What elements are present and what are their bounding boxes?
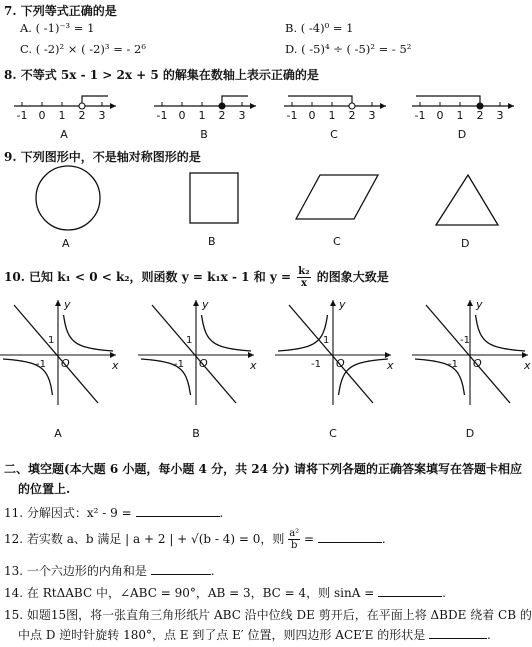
q10-intercept-label: -1 bbox=[460, 335, 470, 346]
q8-stem: 8. 不等式 5x - 1 > 2x + 5 的解集在数轴上表示正确的是 bbox=[4, 68, 319, 82]
q8-tick-label: 1 bbox=[58, 109, 66, 122]
q10-stem-before: 10. 已知 k₁ < 0 < k₂，则函数 y = k₁x - 1 和 y = bbox=[4, 270, 292, 284]
q8-tick-label: 3 bbox=[238, 109, 246, 122]
q9-circle-shape bbox=[36, 166, 100, 230]
q9-label-b: B bbox=[208, 235, 216, 248]
q10-origin-label: O bbox=[336, 357, 345, 370]
q10-hyperbola-branch bbox=[476, 315, 526, 351]
q8-tick-label: 2 bbox=[348, 109, 356, 122]
q8-tick-label: 1 bbox=[456, 109, 464, 122]
q7-option-c-letter: C. bbox=[20, 42, 33, 56]
q10-y-label: y bbox=[339, 298, 346, 311]
q8-closed-point bbox=[219, 103, 225, 109]
q8-solution-ray bbox=[82, 96, 108, 104]
q10-frac-den: x bbox=[300, 278, 307, 289]
q10-origin-label: O bbox=[199, 357, 208, 370]
q12-text-after: = bbox=[300, 532, 315, 546]
q10-y-arrow bbox=[330, 300, 336, 306]
q9-shapes bbox=[0, 165, 527, 255]
q8-tick-label: 0 bbox=[38, 109, 46, 122]
q8-tick-label: 2 bbox=[476, 109, 484, 122]
q10-y-arrow bbox=[193, 300, 199, 306]
q12-frac-num: a² bbox=[289, 528, 300, 539]
q8-numberline-b bbox=[154, 96, 256, 141]
q8-tick-label: 1 bbox=[328, 109, 336, 122]
q10-intercept-label: -1 bbox=[448, 359, 458, 370]
q10-graph-a bbox=[0, 298, 119, 440]
q8-tick-label: 3 bbox=[368, 109, 376, 122]
q14-end: . bbox=[442, 586, 446, 600]
q10-intercept-label: -1 bbox=[36, 359, 46, 370]
q12-end: . bbox=[381, 532, 386, 546]
q8-open-point bbox=[349, 103, 355, 109]
q10-hyperbola-branch bbox=[339, 359, 389, 395]
q7-option-a-expr: ( -1)⁻³ = 1 bbox=[35, 21, 95, 35]
q10-hyperbola-branch bbox=[64, 315, 114, 351]
q10-y-label: y bbox=[476, 298, 483, 311]
q10-y-label: y bbox=[202, 298, 209, 311]
q10-x-arrow bbox=[110, 352, 116, 358]
q10-y-arrow bbox=[55, 300, 61, 306]
q10-x-label: x bbox=[387, 359, 394, 372]
q10-graphs bbox=[0, 293, 531, 443]
q10-origin-label: O bbox=[61, 357, 70, 370]
q8-tick-label: 1 bbox=[198, 109, 206, 122]
q11-end: . bbox=[219, 506, 224, 520]
q10-x-arrow bbox=[385, 352, 391, 358]
q10-intercept-label: -1 bbox=[174, 359, 184, 370]
q10-graph-d bbox=[412, 298, 531, 440]
q10-linear-graph bbox=[426, 305, 510, 403]
q10-frac-num: k₂ bbox=[298, 266, 310, 277]
q13 bbox=[4, 562, 215, 579]
q8-solution-ray bbox=[288, 96, 352, 104]
q15-line2-text: 中点 D 逆时针旋转 180°，点 E 到了点 E′ 位置，则四边形 ACE′E 的形状是 bbox=[18, 628, 426, 642]
q8-axis-arrow bbox=[110, 103, 116, 109]
q9-square-shape bbox=[190, 173, 238, 223]
q8-numberline-c bbox=[284, 96, 386, 141]
q8-solution-ray bbox=[222, 96, 248, 104]
q10-stem bbox=[4, 266, 389, 289]
q12 bbox=[4, 528, 386, 551]
q8-number-lines bbox=[0, 84, 527, 140]
q10-graph-c bbox=[275, 298, 394, 440]
q7-option-d bbox=[285, 42, 411, 56]
q10-intercept-label: 1 bbox=[48, 335, 55, 346]
q10-origin-label: O bbox=[473, 357, 482, 370]
q12-fraction bbox=[288, 528, 300, 551]
q14-text: 14. 在 RtΔABC 中，∠ABC = 90°，AB = 3，BC = 4，则 sinA = bbox=[4, 586, 375, 600]
q10-intercept-label: 1 bbox=[323, 335, 330, 346]
q11 bbox=[4, 504, 223, 521]
q7-option-c bbox=[20, 42, 146, 56]
q8-axis-arrow bbox=[508, 103, 514, 109]
q8-tick-label: 2 bbox=[78, 109, 86, 122]
q8-tick-label: -1 bbox=[16, 109, 28, 122]
q8-option-label: B bbox=[200, 128, 208, 141]
q10-linear-graph bbox=[289, 305, 373, 403]
q8-tick-label: 0 bbox=[308, 109, 316, 122]
q14-answer-blank bbox=[378, 584, 442, 597]
q9-label-d: D bbox=[461, 237, 470, 250]
q13-text: 13. 一个六边形的内角和是 bbox=[4, 564, 147, 578]
q10-hyperbola-branch bbox=[202, 315, 252, 351]
q10-linear-graph bbox=[152, 305, 236, 403]
q8-axis-arrow bbox=[380, 103, 386, 109]
q9-stem: 9. 下列图形中，不是轴对称图形的是 bbox=[4, 150, 201, 164]
q7-option-c-expr: ( -2)² × ( -2)³ = - 2⁶ bbox=[35, 42, 146, 56]
q10-intercept-label: 1 bbox=[186, 335, 193, 346]
section2-heading-line2: 的位置上. bbox=[18, 482, 71, 496]
q10-fraction bbox=[297, 266, 310, 289]
q14 bbox=[4, 584, 446, 601]
q9-label-a: A bbox=[62, 237, 70, 250]
q13-end: . bbox=[210, 564, 215, 578]
q15-end: . bbox=[487, 628, 491, 642]
q10-x-arrow bbox=[522, 352, 528, 358]
q8-numberline-a bbox=[14, 96, 116, 141]
q15-answer-blank bbox=[429, 626, 487, 639]
section2-heading-line1: 二、填空题(本大题 6 小题，每小题 4 分，共 24 分) 请将下列各题的正确答案填写在答题卡相应 bbox=[4, 462, 523, 476]
q10-graph-b bbox=[138, 298, 257, 440]
q8-option-label: D bbox=[457, 128, 467, 141]
q10-intercept-label: -1 bbox=[311, 359, 321, 370]
q8-solution-ray bbox=[416, 96, 480, 104]
q12-frac-den: b bbox=[291, 540, 298, 551]
q7-option-a-letter: A. bbox=[20, 21, 32, 35]
q10-y-label: y bbox=[64, 298, 71, 311]
q10-linear-graph bbox=[14, 305, 98, 403]
q7-option-a bbox=[20, 21, 94, 35]
q7-option-b-letter: B. bbox=[285, 21, 298, 35]
q9-label-c: C bbox=[333, 235, 341, 248]
q8-tick-label: 0 bbox=[436, 109, 444, 122]
q10-option-label: D bbox=[465, 427, 475, 440]
q10-x-arrow bbox=[248, 352, 254, 358]
q11-text: 11. 分解因式：x² - 9 = bbox=[4, 506, 132, 520]
q8-option-label: A bbox=[60, 128, 68, 141]
q10-stem-after: 的图象大致是 bbox=[316, 270, 389, 284]
q10-option-label: C bbox=[329, 427, 337, 440]
q8-closed-point bbox=[477, 103, 483, 109]
q7-option-d-expr: ( -5)⁴ ÷ ( -5)² = - 5² bbox=[301, 42, 412, 56]
q7-stem: 7. 下列等式正确的是 bbox=[4, 4, 117, 18]
q10-x-label: x bbox=[250, 359, 257, 372]
q11-answer-blank bbox=[136, 504, 220, 517]
q8-tick-label: 3 bbox=[496, 109, 504, 122]
q10-y-arrow bbox=[467, 300, 473, 306]
q8-tick-label: 0 bbox=[178, 109, 186, 122]
q9-parallelogram-shape bbox=[296, 175, 378, 219]
q7-option-d-letter: D. bbox=[285, 42, 298, 56]
q8-tick-label: -1 bbox=[156, 109, 168, 122]
q7-option-b-expr: ( -4)⁰ = 1 bbox=[300, 21, 354, 35]
q12-answer-blank bbox=[318, 530, 382, 543]
q8-tick-label: 2 bbox=[218, 109, 226, 122]
q10-x-label: x bbox=[524, 359, 531, 372]
q8-tick-label: -1 bbox=[286, 109, 298, 122]
q10-x-label: x bbox=[112, 359, 119, 372]
q12-text-before: 12. 若实数 a、b 满足 | a + 2 | + √(b - 4) = 0，则 bbox=[4, 532, 285, 546]
q8-axis-arrow bbox=[250, 103, 256, 109]
q15-line1: 15. 如题15图，将一张直角三角形纸片 ABC 沿中位线 DE 剪开后，在平面上将 ΔBDE 绕着 CB 的 bbox=[4, 608, 532, 622]
q9-triangle-shape bbox=[436, 175, 498, 225]
q7-option-b bbox=[285, 21, 353, 35]
q15-line2 bbox=[18, 626, 491, 643]
q13-answer-blank bbox=[151, 562, 211, 575]
q8-option-label: C bbox=[330, 128, 338, 141]
q8-numberline-d bbox=[412, 96, 514, 141]
q8-open-point bbox=[79, 103, 85, 109]
q8-tick-label: -1 bbox=[414, 109, 426, 122]
q10-option-label: A bbox=[54, 427, 62, 440]
q8-tick-label: 3 bbox=[98, 109, 106, 122]
q10-option-label: B bbox=[192, 427, 200, 440]
